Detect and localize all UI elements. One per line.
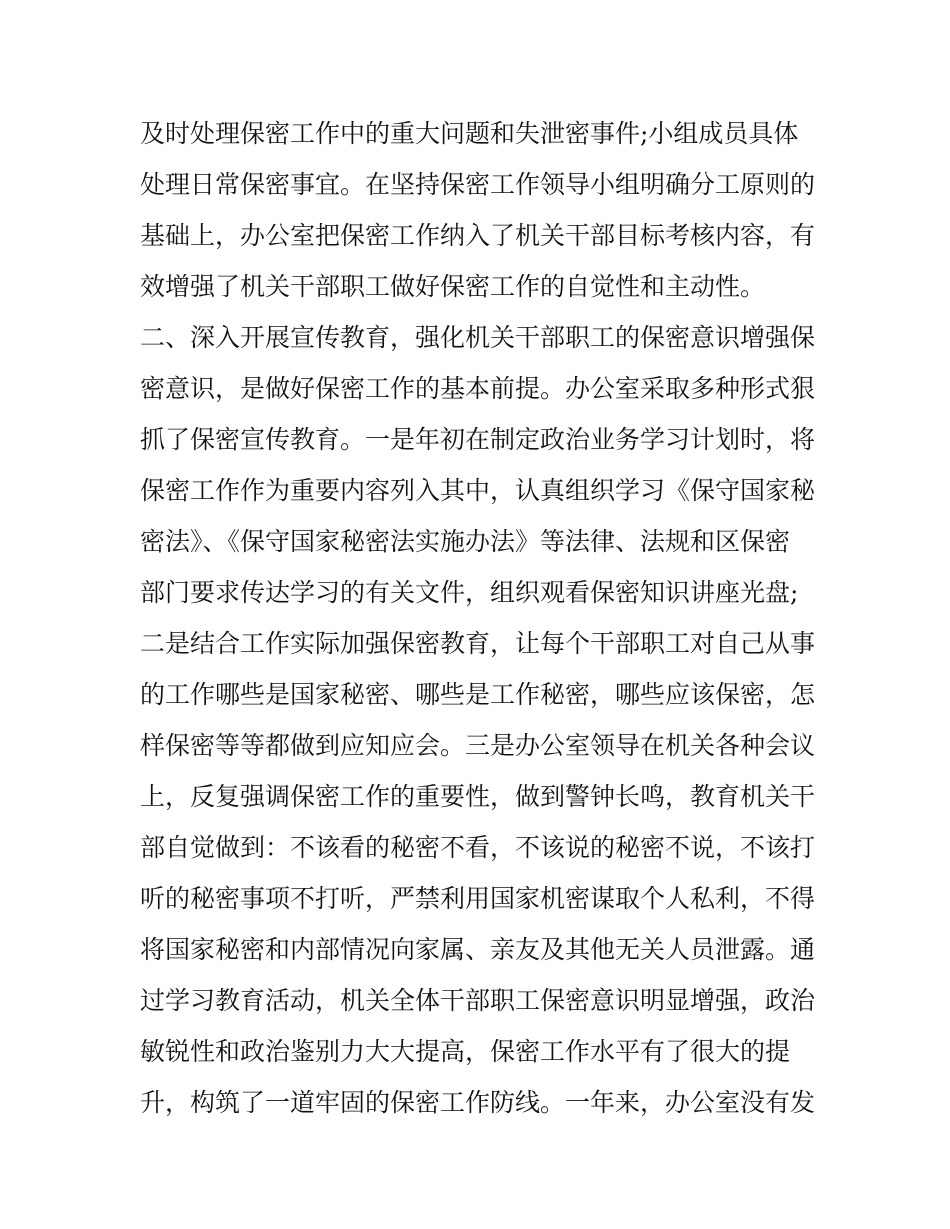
text-line: 听的秘密事项不打听，严禁利用国家机密谋取个人私利，不得 [140, 884, 816, 913]
text-line: 部自觉做到：不该看的秘密不看，不该说的秘密不说，不该打 [140, 833, 816, 862]
text-line: 将国家秘密和内部情况向家属、亲友及其他无关人员泄露。通 [140, 935, 816, 964]
text-line: 上，反复强调保密工作的重要性，做到警钟长鸣，教育机关干 [140, 782, 816, 811]
text-line: 升，构筑了一道牢固的保密工作防线。一年来，办公室没有发 [140, 1088, 816, 1117]
text-line: 效增强了机关干部职工做好保密工作的自觉性和主动性。 [140, 272, 766, 301]
text-line: 及时处理保密工作中的重大问题和失泄密事件;小组成员具体 [140, 119, 799, 148]
body-text [140, 108, 820, 1128]
text-line: 处理日常保密事宜。在坚持保密工作领导小组明确分工原则的 [140, 170, 816, 199]
section-heading-line: 二、深入开展宣传教育，强化机关干部职工的保密意识增强保 [140, 323, 816, 352]
text-line: 二是结合工作实际加强保密教育，让每个干部职工对自己从事 [140, 629, 816, 658]
text-line: 抓了保密宣传教育。一是年初在制定政治业务学习计划时，将 [140, 425, 816, 454]
text-line: 的工作哪些是国家秘密、哪些是工作秘密，哪些应该保密，怎 [140, 680, 816, 709]
text-line: 过学习教育活动，机关全体干部职工保密意识明显增强，政治 [140, 986, 816, 1015]
text-line: 部门要求传达学习的有关文件，组织观看保密知识讲座光盘; [140, 578, 799, 607]
text-line: 样保密等等都做到应知应会。三是办公室领导在机关各种会议 [140, 731, 816, 760]
text-line: 敏锐性和政治鉴别力大大提高，保密工作水平有了很大的提 [140, 1037, 791, 1066]
text-line: 密法》、《保守国家秘密法实施办法》等法律、法规和区保密 [140, 527, 791, 556]
text-line: 基础上，办公室把保密工作纳入了机关干部目标考核内容，有 [140, 221, 816, 250]
text-line: 保密工作作为重要内容列入其中，认真组织学习《保守国家秘 [140, 476, 816, 505]
text-line: 密意识，是做好保密工作的基本前提。办公室采取多种形式狠 [140, 374, 816, 403]
